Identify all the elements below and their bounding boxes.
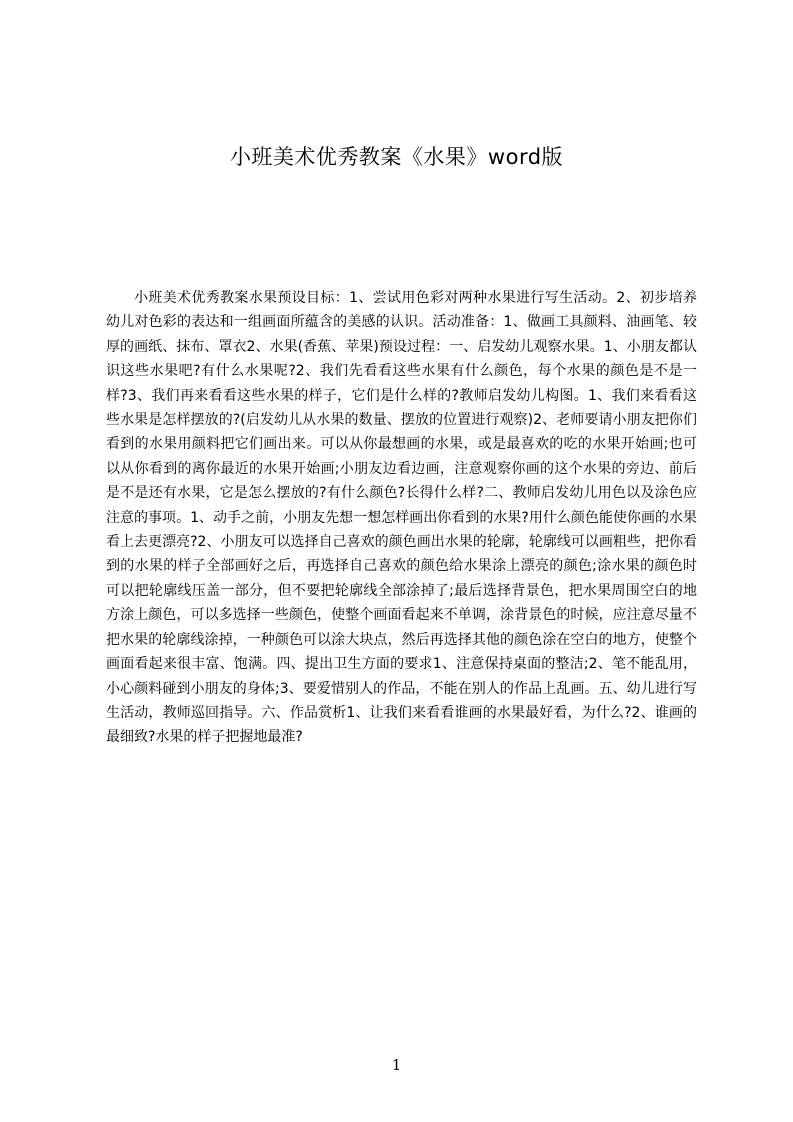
page-number: 1 xyxy=(391,1056,402,1074)
body-paragraph: 小班美术优秀教案水果预设目标：1、尝试用色彩对两种水果进行写生活动。2、初步培养幼儿对色彩的表达和一组画面所蕴含的美感的认识。活动准备：1、做画工具颜料、油画笔、较厚的画纸、抹布、罩衣2、水果(香蕉、苹果)预设过程：一、启发幼儿观察水果。1、小朋友都认识这些水果吧?有什么水果呢?2、我们先看看这些水果有什么颜色，每个水果的颜色是不是一样?3、我们再来看看这些水果的样子，它们是什么样的?教师启发幼儿构图。1、我们来看看这些水果是怎样摆放的?(启发幼儿从水果的数量、摆放的位置进行观察)2、老师要请小朋友把你们看到的水果用颜料把它们画出来。可以从你最想画的水果，或是最喜欢的吃的水果开始画;也可以从你看到的离你最近的水果开始画;小朋友边看边画，注意观察你画的这个水果的旁边、前后是不是还有水果，它是怎么摆放的?有什么颜色?长得什么样?二、教师启发幼儿用色以及涂色应注意的事项。1、动手之前，小朋友先想一想怎样画出你看到的水果?用什么颜色能使你画的水果看上去更漂亮?2、小朋友可以选择自己喜欢的颜色画出水果的轮廓，轮廓线可以画粗些，把你看到的水果的样子全部画好之后，再选择自己喜欢的颜色给水果涂上漂亮的颜色;涂水果的颜色时可以把轮廓线压盖一部分，但不要把轮廓线全部涂掉了;最后选择背景色，把水果周围空白的地方涂上颜色，可以多选择一些颜色，使整个画面看起来不单调，涂背景色的时候，应注意尽量不把水果的轮廓线涂掉，一种颜色可以涂大块点，然后再选择其他的颜色涂在空白的地方，使整个画面看起来很丰富、饱满。四、提出卫生方面的要求1、注意保持桌面的整洁;2、笔不能乱用，小心颜料碰到小朋友的身体;3、要爱惜别人的作品，不能在别人的作品上乱画。五、幼儿进行写生活动，教师巡回指导。六、作品赏析1、让我们来看看谁画的水果最好看，为什么?2、谁画的最细致?水果的样子把握地最准? xyxy=(106,290,697,746)
document-title: 小班美术优秀教案《水果》word版 xyxy=(229,145,564,169)
